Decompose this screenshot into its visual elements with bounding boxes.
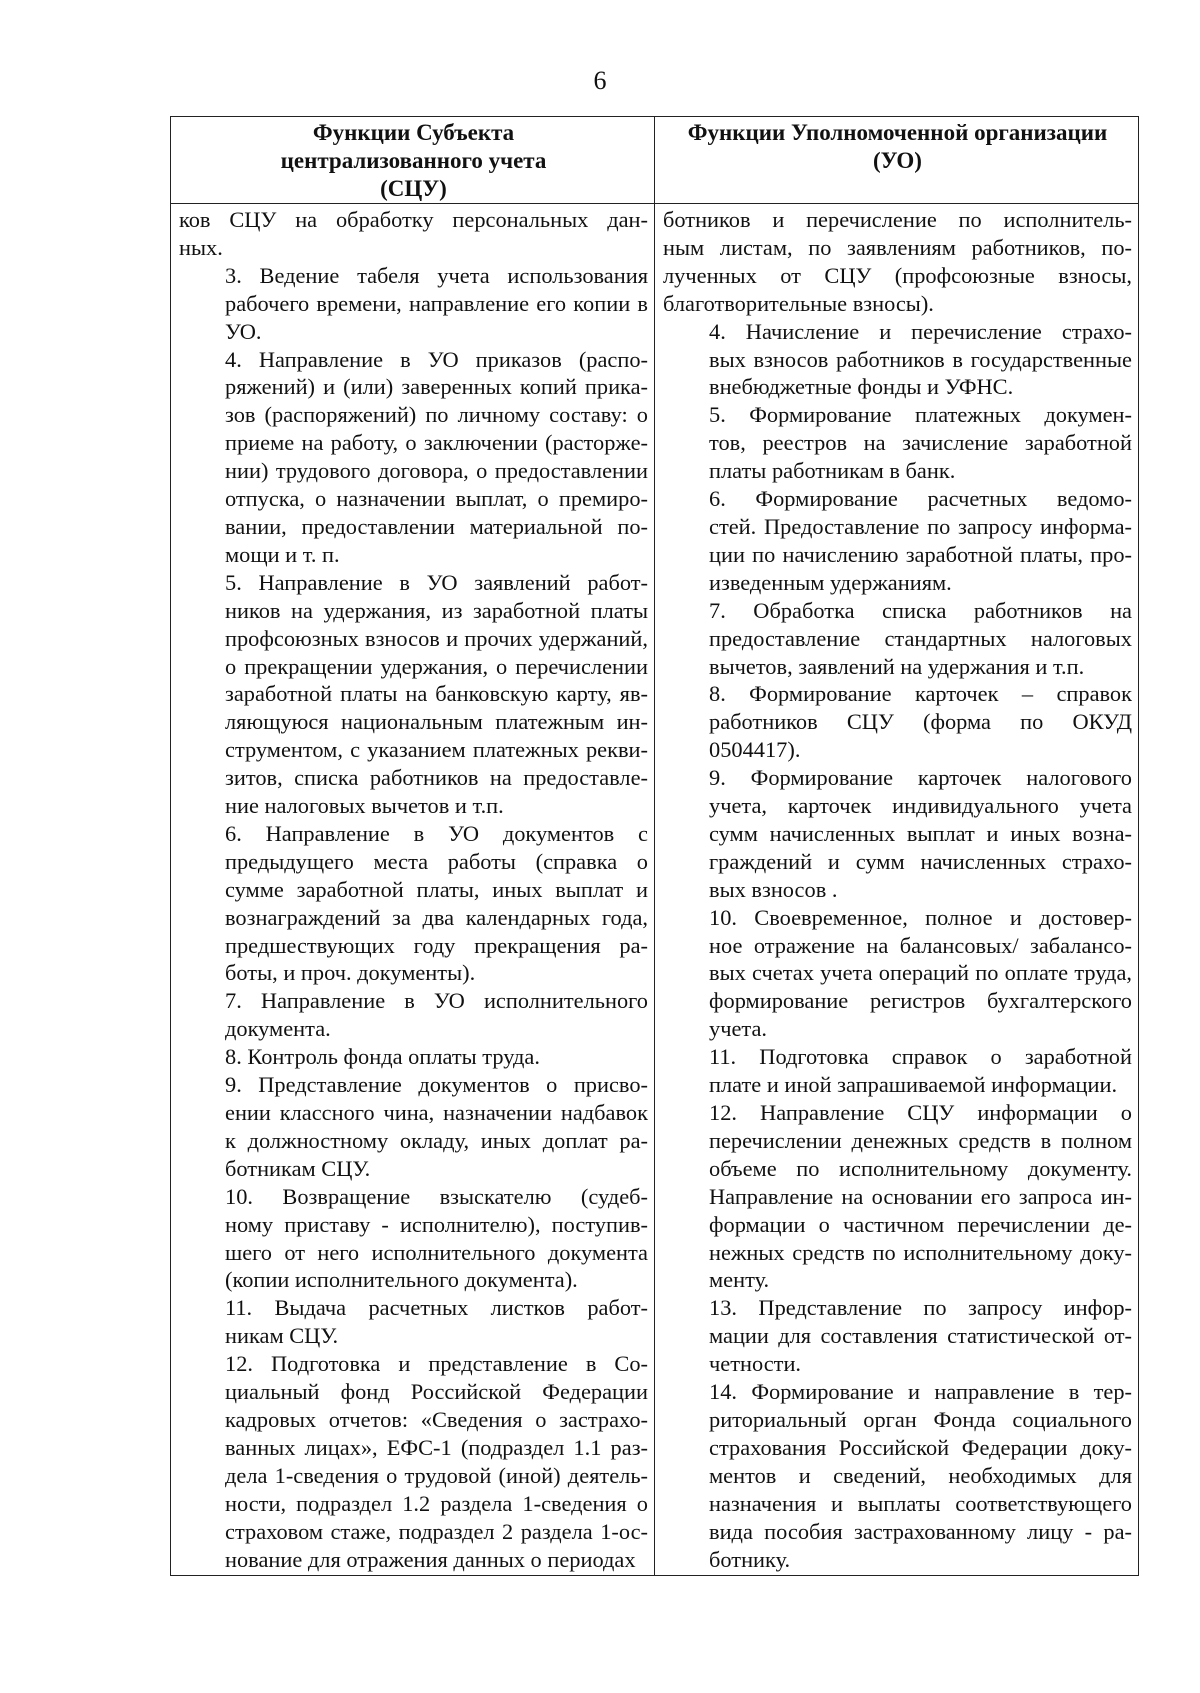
text-line: вых взносов работников в государственные <box>709 346 1132 372</box>
text-line: кадровых отчетов: «Сведения о застрахо- <box>225 1406 648 1432</box>
text-line: ряжений) и (или) заверенных копий прика- <box>225 374 648 400</box>
text-line: вых счетах учета операций по оплате труда, <box>709 960 1132 986</box>
text-line: ное отражение на балансовых/ забалансо- <box>709 932 1132 958</box>
uo-function-paragraph <box>663 680 1132 764</box>
text-line: 0504417). <box>709 737 801 763</box>
text-line: вознаграждений за два календарных года, <box>225 904 648 930</box>
header-cell-scu <box>171 117 655 204</box>
scu-function-paragraph <box>179 1183 648 1295</box>
text-line: ности, подраздел 1.2 раздела 1-сведения о <box>225 1490 648 1516</box>
text-line: 3. Ведение табеля учета использования <box>225 262 648 288</box>
text-line: 13. Представление по запросу инфор- <box>709 1295 1132 1321</box>
text-line: рабочего времени, направление его копии в <box>225 290 648 316</box>
text-line: страховом стаже, подраздел 2 раздела 1-ос- <box>225 1518 648 1544</box>
text-line: приеме на работу, о заключении (расторже- <box>225 430 648 456</box>
uo-function-paragraph <box>663 318 1132 402</box>
header-line: (УО) <box>873 148 922 173</box>
text-line: менту. <box>709 1267 770 1293</box>
text-line: нежных средств по исполнительному доку- <box>709 1239 1132 1265</box>
scu-functions-cell <box>171 204 655 1576</box>
text-line: формирование регистров бухгалтерского <box>709 988 1132 1014</box>
header-line: Функции Уполномоченной организации <box>687 120 1108 145</box>
text-line: 4. Начисление и перечисление страхо- <box>709 318 1132 344</box>
text-line: заработной платы на банковскую карту, яв- <box>225 681 648 707</box>
scu-function-paragraph <box>179 569 648 820</box>
text-line: благотворительные взносы). <box>663 290 934 316</box>
text-line: мощи и т. п. <box>225 541 340 567</box>
text-line: риториальный орган Фонда социального <box>709 1406 1132 1432</box>
text-line: 7. Обработка списка работников на <box>709 597 1132 623</box>
text-line: 11. Подготовка справок о заработной <box>709 1044 1132 1070</box>
text-line: изведенным удержаниям. <box>709 569 952 595</box>
text-line: Направление на основании его запроса ин- <box>709 1183 1132 1209</box>
text-line: 4. Направление в УО приказов (распо- <box>225 346 648 372</box>
text-line: вида пособия застрахованному лицу - ра- <box>709 1518 1132 1544</box>
text-line: предшествующих году прекращения ра- <box>225 932 648 958</box>
text-line: ных. <box>179 234 223 260</box>
text-line: ков СЦУ на обработку персональных дан- <box>179 207 648 232</box>
text-line: ботнику. <box>709 1546 791 1572</box>
text-line: предоставление стандартных налоговых <box>709 625 1132 651</box>
functions-table <box>170 116 1139 1576</box>
text-line: внебюджетные фонды и УФНС. <box>709 374 1014 400</box>
text-line: сумм начисленных выплат и иных возна- <box>709 820 1132 846</box>
text-line: 12. Подготовка и представление в Со- <box>225 1351 648 1377</box>
text-line: учета. <box>709 1016 767 1042</box>
uo-function-paragraph <box>663 1378 1132 1573</box>
scu-function-paragraph <box>179 1071 648 1183</box>
text-line: струментом, с указанием платежных рекви- <box>225 737 648 763</box>
header-cell-uo <box>655 117 1139 204</box>
text-line: нование для отражения данных о периодах <box>225 1546 636 1572</box>
text-line: четности. <box>709 1351 802 1377</box>
text-line: зитов, списка работников на предоставле- <box>225 765 648 791</box>
text-line: боты, и проч. документы). <box>225 960 476 986</box>
text-line: циальный фонд Российской Федерации <box>225 1379 648 1405</box>
text-line: 5. Направление в УО заявлений работ- <box>225 569 648 595</box>
uo-function-paragraph <box>663 904 1132 1044</box>
scu-function-paragraph <box>179 346 648 569</box>
text-line: плате и иной запрашиваемой информации. <box>709 1072 1118 1098</box>
uo-function-paragraph <box>663 206 1132 318</box>
scu-function-paragraph <box>179 820 648 987</box>
header-line: централизованного учета <box>280 148 547 173</box>
text-line: 9. Представление документов о присво- <box>225 1072 648 1098</box>
uo-functions-cell <box>655 204 1139 1576</box>
text-line: 8. Контроль фонда оплаты труда. <box>225 1044 540 1070</box>
text-line: 7. Направление в УО исполнительного <box>225 988 648 1014</box>
text-line: ении классного чина, назначении надбавок <box>225 1100 648 1125</box>
text-line: предыдущего места работы (справка о <box>225 848 648 874</box>
uo-function-paragraph <box>663 1099 1132 1294</box>
uo-function-paragraph <box>663 1043 1132 1099</box>
text-line: 6. Формирование расчетных ведомо- <box>709 486 1132 512</box>
scu-function-paragraph <box>179 262 648 346</box>
text-line: назначения и выплаты соответствующего <box>709 1490 1132 1516</box>
table-header-row <box>171 117 1139 204</box>
text-line: дела 1-сведения о трудовой (иной) деятель- <box>225 1462 648 1488</box>
text-line: ляющуюся национальным платежным ин- <box>225 709 648 735</box>
uo-function-paragraph <box>663 401 1132 485</box>
scu-function-paragraph <box>179 206 648 262</box>
text-line: о прекращении удержания, о перечислении <box>225 653 648 679</box>
text-line: к должностному окладу, иных доплат ра- <box>225 1127 648 1153</box>
text-line: стей. Предоставление по запросу информа- <box>709 513 1132 539</box>
text-line: 8. Формирование карточек – справок <box>709 681 1132 707</box>
text-line: шего от него исполнительного документа <box>225 1239 648 1265</box>
text-line: тов, реестров на зачисление заработной <box>709 430 1132 456</box>
text-line: 10. Своевременное, полное и достовер- <box>709 904 1132 930</box>
text-line: нии) трудового договора, о предоставлении <box>225 458 648 484</box>
text-line: вычетов, заявлений на удержания и т.п. <box>709 653 1085 679</box>
text-line: 12. Направление СЦУ информации о <box>709 1100 1132 1125</box>
text-line: перечислении денежных средств в полном <box>709 1127 1132 1153</box>
uo-function-paragraph <box>663 764 1132 904</box>
page-number: 6 <box>593 66 607 95</box>
text-line: 9. Формирование карточек налогового <box>709 765 1132 791</box>
text-line: платы работникам в банк. <box>709 458 956 484</box>
text-line: сумме заработной платы, иных выплат и <box>225 876 648 902</box>
text-line: ным листам, по заявлениям работников, по- <box>663 234 1132 260</box>
text-line: (копии исполнительного документа). <box>225 1267 578 1293</box>
text-line: профсоюзных взносов и прочих удержаний, <box>225 625 648 651</box>
uo-function-paragraph <box>663 597 1132 681</box>
text-line: 5. Формирование платежных докумен- <box>709 402 1132 428</box>
text-line: граждений и сумм начисленных страхо- <box>709 848 1132 874</box>
text-line: ментов и сведений, необходимых для <box>709 1462 1132 1488</box>
text-line: зов (распоряжений) по личному составу: о <box>225 402 648 428</box>
text-line: 6. Направление в УО документов с <box>225 820 648 846</box>
scu-function-paragraph <box>179 1043 648 1071</box>
scu-function-paragraph <box>179 1294 648 1350</box>
text-line: учета, карточек индивидуального учета <box>709 793 1132 819</box>
text-line: УО. <box>225 318 262 344</box>
text-line: формации о частичном перечислении де- <box>709 1211 1132 1237</box>
text-line: никам СЦУ. <box>225 1323 339 1349</box>
text-line: ников на удержания, из заработной платы <box>225 597 648 623</box>
uo-function-paragraph <box>663 1294 1132 1378</box>
text-line: ботников и перечисление по исполнитель- <box>663 207 1132 232</box>
text-line: ному приставу - исполнителю), поступив- <box>225 1211 648 1237</box>
text-line: 14. Формирование и направление в тер- <box>709 1379 1132 1405</box>
text-line: 11. Выдача расчетных листков работ- <box>225 1295 648 1321</box>
text-line: 10. Возвращение взыскателю (судеб- <box>225 1183 648 1209</box>
text-line: документа. <box>225 1016 331 1042</box>
scu-function-paragraph <box>179 987 648 1043</box>
table-body-row <box>171 204 1139 1576</box>
scu-function-paragraph <box>179 1350 648 1573</box>
text-line: объеме по исполнительному документу. <box>709 1155 1132 1181</box>
text-line: ции по начислению заработной платы, про- <box>709 541 1132 567</box>
text-line: страхования Российской Федерации доку- <box>709 1434 1132 1460</box>
text-line: мации для составления статистической от- <box>709 1323 1132 1349</box>
text-line: ние налоговых вычетов и т.п. <box>225 793 504 819</box>
text-line: ванных лицах», ЕФС-1 (подраздел 1.1 раз- <box>225 1434 648 1460</box>
header-line: Функции Субъекта <box>312 120 515 145</box>
header-line: (СЦУ) <box>380 176 447 201</box>
text-line: вании, предоставлении материальной по- <box>225 513 648 539</box>
uo-function-paragraph <box>663 485 1132 597</box>
text-line: ботникам СЦУ. <box>225 1155 371 1181</box>
text-line: лученных от СЦУ (профсоюзные взносы, <box>663 262 1132 288</box>
text-line: отпуска, о назначении выплат, о премиро- <box>225 486 648 512</box>
text-line: работников СЦУ (форма по ОКУД <box>709 709 1132 735</box>
text-line: вых взносов . <box>709 876 838 902</box>
